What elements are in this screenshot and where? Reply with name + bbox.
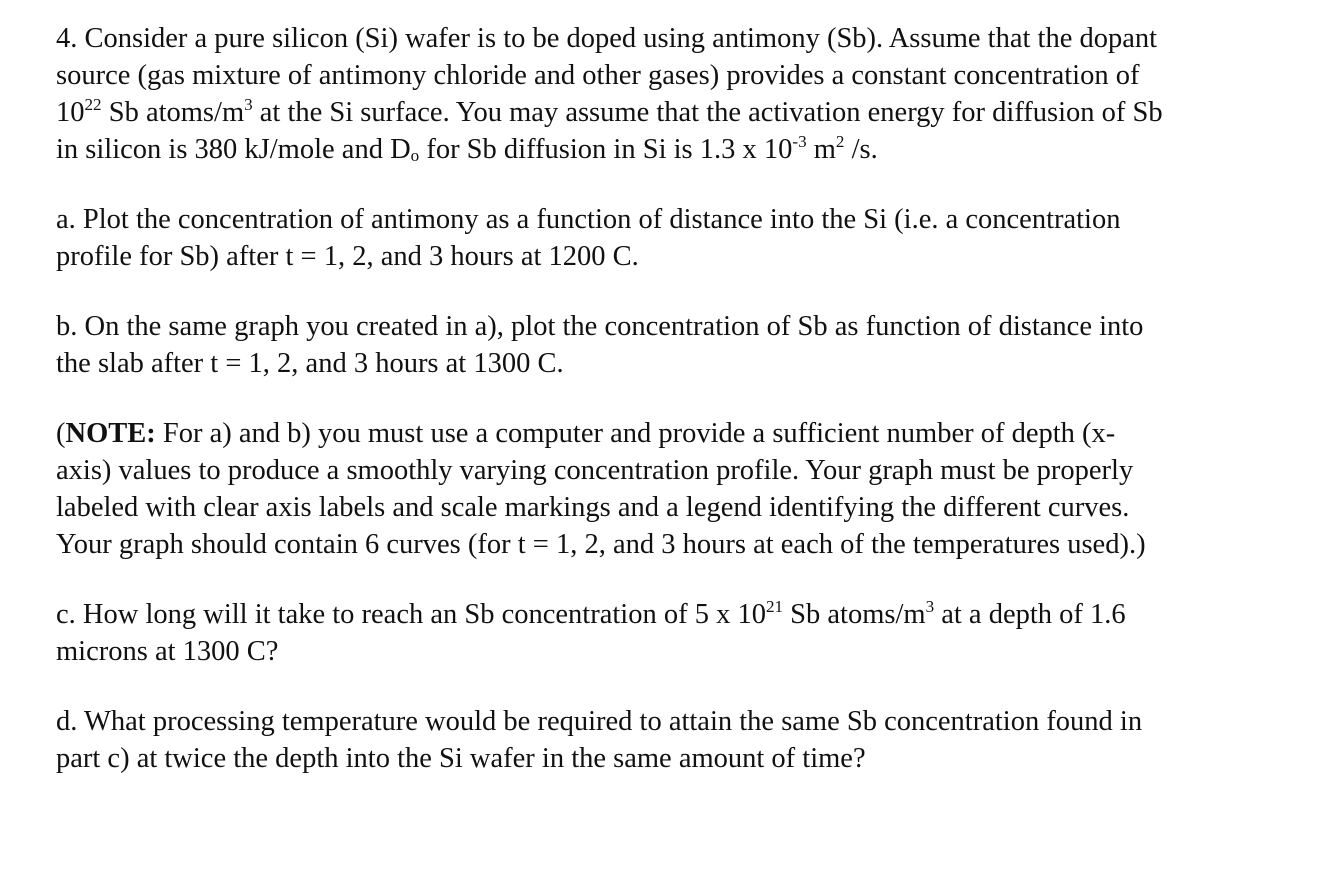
exponent: 3 xyxy=(925,597,935,617)
problem-intro xyxy=(56,20,1296,168)
part-c-line-2: microns at 1300 C? xyxy=(56,636,279,667)
text-segment: at the Si surface. You may assume that the activation energy for diffusion of Sb xyxy=(252,97,1163,128)
text-segment: c. How long will it take to reach an Sb concentration of 5 x 10 xyxy=(56,599,766,630)
part-a-line-1: a. Plot the concentration of antimony as a function of distance into the Si (i.e. a concentration xyxy=(56,204,1121,235)
unit-text: Sb atoms/m xyxy=(101,97,245,128)
part-a xyxy=(56,201,1296,275)
intro-line-4 xyxy=(56,131,1296,168)
exponent: 3 xyxy=(244,95,253,115)
text-segment: /s. xyxy=(844,134,878,165)
power-base: 10 xyxy=(56,97,85,128)
text-segment: in silicon is 380 kJ/mole and D xyxy=(56,134,411,165)
part-b-line-1: b. On the same graph you created in a), plot the concentration of Sb as function of distance into xyxy=(56,311,1144,342)
text-segment: For a) and b) you must use a computer and provide a sufficient number of depth (x- xyxy=(155,418,1116,449)
subscript: o xyxy=(410,146,420,166)
intro-line-2: source (gas mixture of antimony chloride and other gases) provides a constant concentration of xyxy=(56,60,1140,91)
part-d-line-2: part c) at twice the depth into the Si wafer in the same amount of time? xyxy=(56,743,866,774)
part-b-line-2: the slab after t = 1, 2, and 3 hours at 1300 C. xyxy=(56,348,564,379)
part-d xyxy=(56,703,1296,777)
exponent: 2 xyxy=(835,132,845,152)
unit-text: Sb atoms/m xyxy=(783,599,926,630)
exponent: 21 xyxy=(765,597,784,617)
unit-text: m xyxy=(806,134,836,165)
text-segment: for Sb diffusion in Si is 1.3 x 10 xyxy=(419,134,793,165)
part-b xyxy=(56,308,1296,382)
document-page xyxy=(56,20,1296,810)
note-line-1 xyxy=(56,415,1296,452)
intro-line-1: 4. Consider a pure silicon (Si) wafer is to be doped using antimony (Sb). Assume that the dopant xyxy=(56,23,1158,54)
note-line-4: Your graph should contain 6 curves (for t = 1, 2, and 3 hours at each of the temperatures used).) xyxy=(56,529,1146,560)
part-c-line-1 xyxy=(56,596,1296,633)
note xyxy=(56,415,1296,563)
part-c xyxy=(56,596,1296,670)
part-d-line-1: d. What processing temperature would be required to attain the same Sb concentration found in xyxy=(56,706,1143,737)
note-line-2: axis) values to produce a smoothly varying concentration profile. Your graph must be properly xyxy=(56,455,1134,486)
note-label: NOTE: xyxy=(65,418,156,449)
intro-line-3 xyxy=(56,94,1296,131)
exponent: 22 xyxy=(84,95,102,115)
text-segment: ( xyxy=(56,418,66,449)
note-line-3: labeled with clear axis labels and scale markings and a legend identifying the different curves. xyxy=(56,492,1130,523)
text-segment: at a depth of 1.6 xyxy=(934,599,1126,630)
part-a-line-2: profile for Sb) after t = 1, 2, and 3 hours at 1200 C. xyxy=(56,241,639,272)
exponent: -3 xyxy=(792,132,807,152)
